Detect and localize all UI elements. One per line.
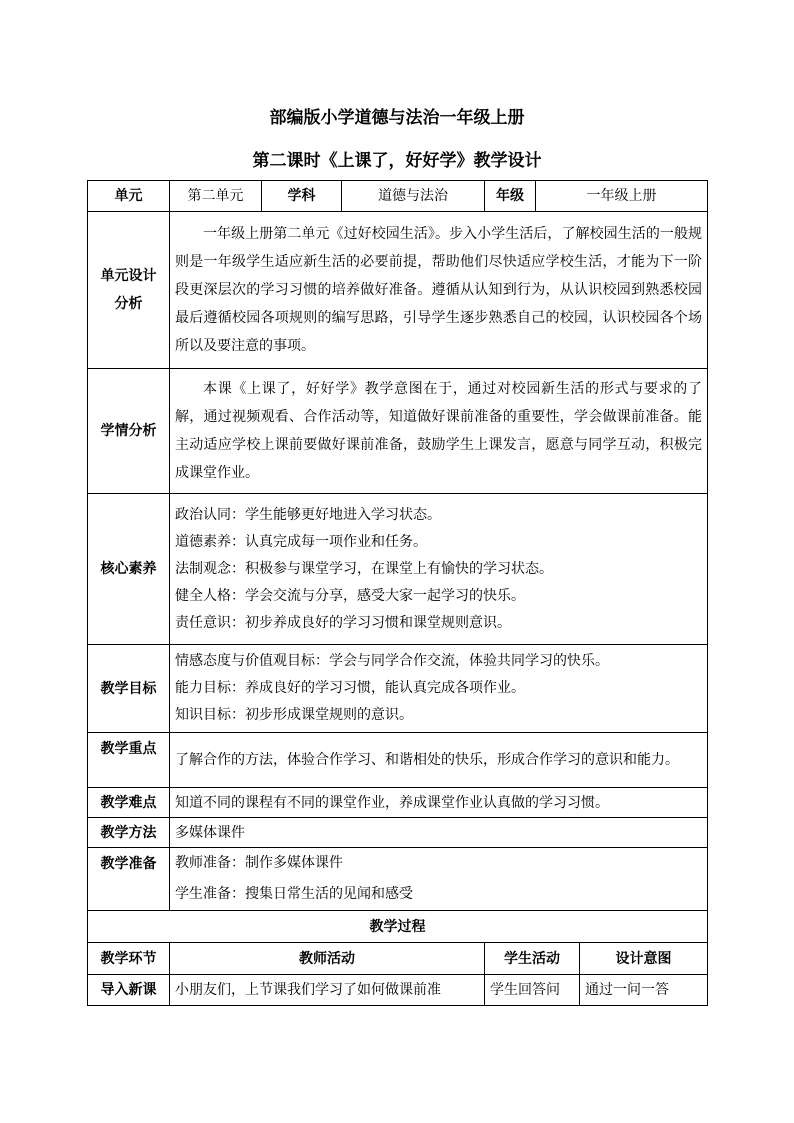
key-points-row — [88, 733, 708, 788]
table-row — [88, 975, 708, 1006]
process-teacher-cell: 小朋友们，上节课我们学习了如何做课前准 — [170, 975, 485, 1006]
process-intent-cell: 通过一问一答 — [580, 975, 708, 1006]
process-col-intent: 设计意图 — [580, 943, 708, 975]
subject-label: 学科 — [262, 181, 342, 212]
unit-label: 单元 — [88, 181, 170, 212]
methods-text: 多媒体课件 — [170, 818, 708, 848]
process-header-row — [88, 943, 708, 975]
lesson-plan-table — [87, 180, 708, 1006]
unit-analysis-label-line1: 单元设计 — [100, 268, 157, 284]
preparation-label: 教学准备 — [88, 848, 170, 911]
unit-value: 第二单元 — [170, 181, 262, 212]
document-subtitle: 第二课时《上课了，好好学》教学设计 — [252, 151, 542, 171]
core-literacy-item: 道德素养：认真完成每一项作业和任务。 — [175, 533, 427, 550]
difficulties-row — [88, 788, 708, 818]
preparation-item: 教师准备：制作多媒体课件 — [175, 855, 343, 871]
unit-analysis-label — [88, 212, 170, 369]
core-literacy-label: 核心素养 — [88, 494, 170, 645]
core-literacy-list — [170, 494, 708, 645]
preparation-row — [88, 848, 708, 911]
key-points-text: 了解合作的方法，体验合作学习、和谐相处的快乐，形成合作学习的意识和能力。 — [170, 733, 708, 788]
unit-analysis-label-line2: 分析 — [114, 296, 143, 312]
preparation-list — [170, 848, 708, 911]
process-col-student: 学生活动 — [485, 943, 580, 975]
methods-row — [88, 818, 708, 848]
process-col-stage: 教学环节 — [88, 943, 170, 975]
key-points-label: 教学重点 — [88, 733, 170, 788]
difficulties-label: 教学难点 — [88, 788, 170, 818]
difficulties-text: 知道不同的课程有不同的课堂作业，养成课堂作业认真做的学习习惯。 — [170, 788, 708, 818]
learner-analysis-row — [88, 369, 708, 494]
core-literacy-item: 健全人格：学会交流与分享，感受大家一起学习的快乐。 — [175, 587, 525, 604]
objective-item: 知识目标：初步形成课堂规则的意识。 — [175, 707, 413, 723]
learner-analysis-text: 本课《上课了，好好学》教学意图在于，通过对校园新生活的形式与要求的了解，通过视频观看、合作活动等，知道做好课前准备的重要性，学会做课前准备。能主动适应学校上课前要做好课前准备，鼓励学生上课发言，愿意与同学互动，积极完成课堂作业。 — [170, 369, 708, 494]
process-title-row — [88, 911, 708, 943]
methods-label: 教学方法 — [88, 818, 170, 848]
process-title: 教学过程 — [88, 911, 708, 943]
grade-value: 一年级上册 — [536, 181, 708, 212]
objective-item: 情感态度与价值观目标：学会与同学合作交流，体验共同学习的快乐。 — [175, 653, 609, 669]
core-literacy-item: 政治认同：学生能够更好地进入学习状态。 — [175, 506, 441, 523]
header-row — [88, 181, 708, 212]
unit-analysis-row — [88, 212, 708, 369]
learner-analysis-label: 学情分析 — [88, 369, 170, 494]
process-stage-cell: 导入新课 — [88, 975, 170, 1006]
document-title: 部编版小学道德与法治一年级上册 — [269, 108, 525, 128]
objectives-label: 教学目标 — [88, 645, 170, 733]
grade-label: 年级 — [485, 181, 536, 212]
process-col-teacher: 教师活动 — [170, 943, 485, 975]
preparation-item: 学生准备：搜集日常生活的见闻和感受 — [175, 886, 413, 902]
process-student-cell: 学生回答问 — [485, 975, 580, 1006]
core-literacy-item: 责任意识：初步养成良好的学习习惯和课堂规则意识。 — [175, 614, 511, 631]
objective-item: 能力目标：养成良好的学习习惯，能认真完成各项作业。 — [175, 680, 525, 696]
core-literacy-row — [88, 494, 708, 645]
core-literacy-item: 法制观念：积极参与课堂学习，在课堂上有愉快的学习状态。 — [175, 560, 553, 577]
objectives-list — [170, 645, 708, 733]
unit-analysis-text: 一年级上册第二单元《过好校园生活》。步入小学生活后，了解校园生活的一般规则是一年级学生适应新生活的必要前提，帮助他们尽快适应学校生活，才能为下一阶段更深层次的学习习惯的培养做好准备。遵循从认知到行为，从认识校园到熟悉校园最后遵循校园各项规则的编写思路，引导学生逐步熟悉自己的校园，认识校园各个场所以及要注意的事项。 — [170, 212, 708, 369]
objectives-row — [88, 645, 708, 733]
subject-value: 道德与法治 — [342, 181, 485, 212]
